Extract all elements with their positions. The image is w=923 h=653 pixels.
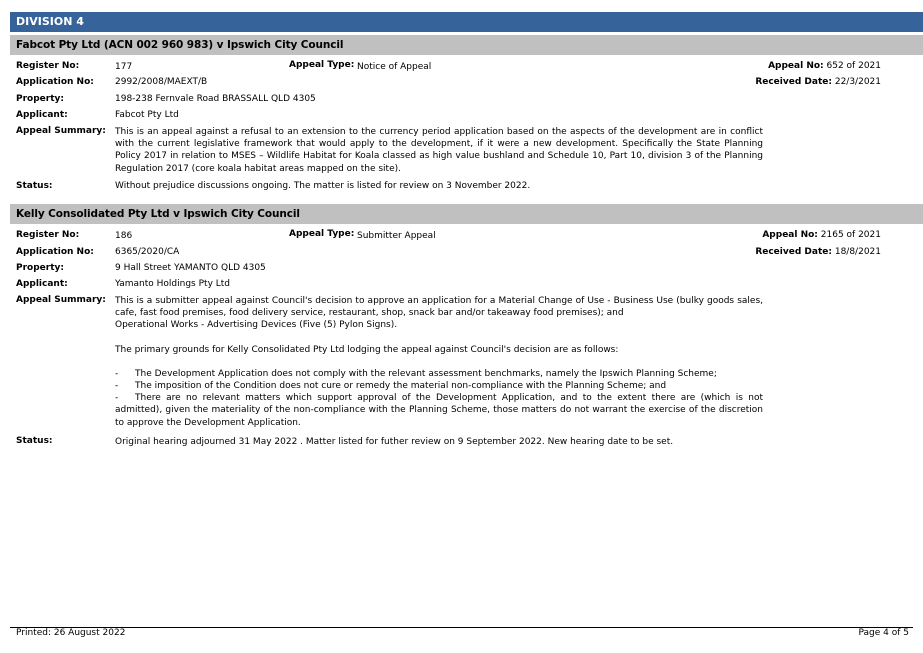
status-label: Status: — [16, 181, 53, 191]
grounds-item — [115, 368, 763, 380]
applicant-value: Fabcot Pty Ltd — [115, 110, 179, 120]
register-no-label: Register No: — [16, 61, 80, 71]
application-no-label: Application No: — [16, 247, 94, 257]
division-header: DIVISION 4 — [10, 12, 923, 32]
appeal-no — [768, 61, 881, 71]
received-date-value: 22/3/2021 — [834, 77, 881, 87]
applicant-value: Yamanto Holdings Pty Ltd — [115, 279, 231, 289]
grounds-item — [115, 392, 763, 429]
grounds-item — [115, 380, 763, 392]
appeal-type-value: Notice of Appeal — [357, 62, 432, 72]
applicant-label: Applicant: — [16, 110, 68, 120]
grounds-item-text: The Development Application does not comply with the relevant assessment benchmarks, namely the Ipswich Planning Scheme; — [135, 368, 717, 379]
appeal-no-value: 2165 of 2021 — [820, 230, 881, 240]
bullet-dash: - — [115, 393, 119, 404]
grounds-list — [115, 368, 763, 429]
bullet-dash: - — [115, 368, 119, 379]
register-no-label: Register No: — [16, 230, 80, 240]
received-date-value: 18/8/2021 — [834, 247, 881, 257]
case-title: Fabcot Pty Ltd (ACN 002 960 983) v Ipswich City Council — [10, 35, 923, 55]
application-no-value: 6365/2020/CA — [115, 247, 180, 257]
appeal-type-value: Submitter Appeal — [357, 231, 436, 241]
appeal-summary-label: Appeal Summary: — [16, 126, 106, 136]
appeal-type-label: Appeal Type: — [289, 60, 355, 70]
bullet-dash: - — [115, 381, 119, 392]
appeal-summary-text — [115, 295, 763, 429]
summary-paragraph: This is a submitter appeal against Council's decision to approve an application for a Material Change of Use - Business Use (bulky goods sales, cafe, fast food premises, food delivery service, restaurant, shop, snack bar and/or takeaway food premises); and — [115, 296, 763, 319]
property-value: 9 Hall Street YAMANTO QLD 4305 — [115, 263, 266, 273]
property-label: Property: — [16, 263, 64, 273]
page-number: Page 4 of 5 — [858, 628, 909, 638]
register-no-value: 177 — [115, 62, 133, 72]
grounds-item-text: There are no relevant matters which support approval of the Development Application, and to the extent there are (which is not admitted), given the materiality of the non-compliance with the Planning Scheme, those matters do not warrant the exercise of the discretion to approve the Development Application. — [115, 393, 763, 428]
appeal-no-label: Appeal No: — [762, 230, 818, 240]
applicant-label: Applicant: — [16, 279, 68, 289]
received-date-label: Received Date: — [755, 77, 832, 87]
case-title: Kelly Consolidated Pty Ltd v Ipswich City Council — [10, 204, 923, 224]
appeal-no-value: 652 of 2021 — [826, 61, 881, 71]
appeal-summary-label: Appeal Summary: — [16, 295, 106, 305]
application-no-label: Application No: — [16, 77, 94, 87]
printed-date: Printed: 26 August 2022 — [16, 628, 126, 638]
appeal-no — [762, 230, 881, 240]
received-date — [755, 247, 881, 257]
appeal-no-label: Appeal No: — [768, 61, 824, 71]
appeal-summary-text: This is an appeal against a refusal to an extension to the currency period application based on the aspects of the development are in conflict with the current legislative framework that would apply to the development, if it were a new development. Specifically the State Planning Policy 2017 in relation to MSES – Wildlife Habitat for Koala classed as high value bushland and Schedule 10, Part 10, division 3 of the Planning Regulation 2017 (core koala habitat areas mapped on the site). — [115, 127, 763, 174]
status-label: Status: — [16, 436, 53, 446]
appeal-type-label: Appeal Type: — [289, 229, 355, 239]
status-value: Original hearing adjourned 31 May 2022 . Matter listed for futher review on 9 September 2022. New hearing date to be set. — [115, 437, 674, 447]
application-no-value: 2992/2008/MAEXT/B — [115, 77, 208, 87]
grounds-item-text: The imposition of the Condition does not cure or remedy the material non-compliance with the Planning Scheme; and — [135, 381, 667, 392]
register-no-value: 186 — [115, 231, 133, 241]
summary-paragraph: Operational Works - Advertising Devices (Five (5) Pylon Signs). — [115, 320, 398, 331]
footer-divider — [10, 627, 913, 628]
property-label: Property: — [16, 94, 64, 104]
property-value: 198-238 Fernvale Road BRASSALL QLD 4305 — [115, 94, 316, 104]
received-date-label: Received Date: — [755, 247, 832, 257]
received-date — [755, 77, 881, 87]
summary-paragraph: The primary grounds for Kelly Consolidated Pty Ltd lodging the appeal against Council's decision are as follows: — [115, 344, 619, 355]
status-value: Without prejudice discussions ongoing. The matter is listed for review on 3 November 2022. — [115, 181, 531, 191]
